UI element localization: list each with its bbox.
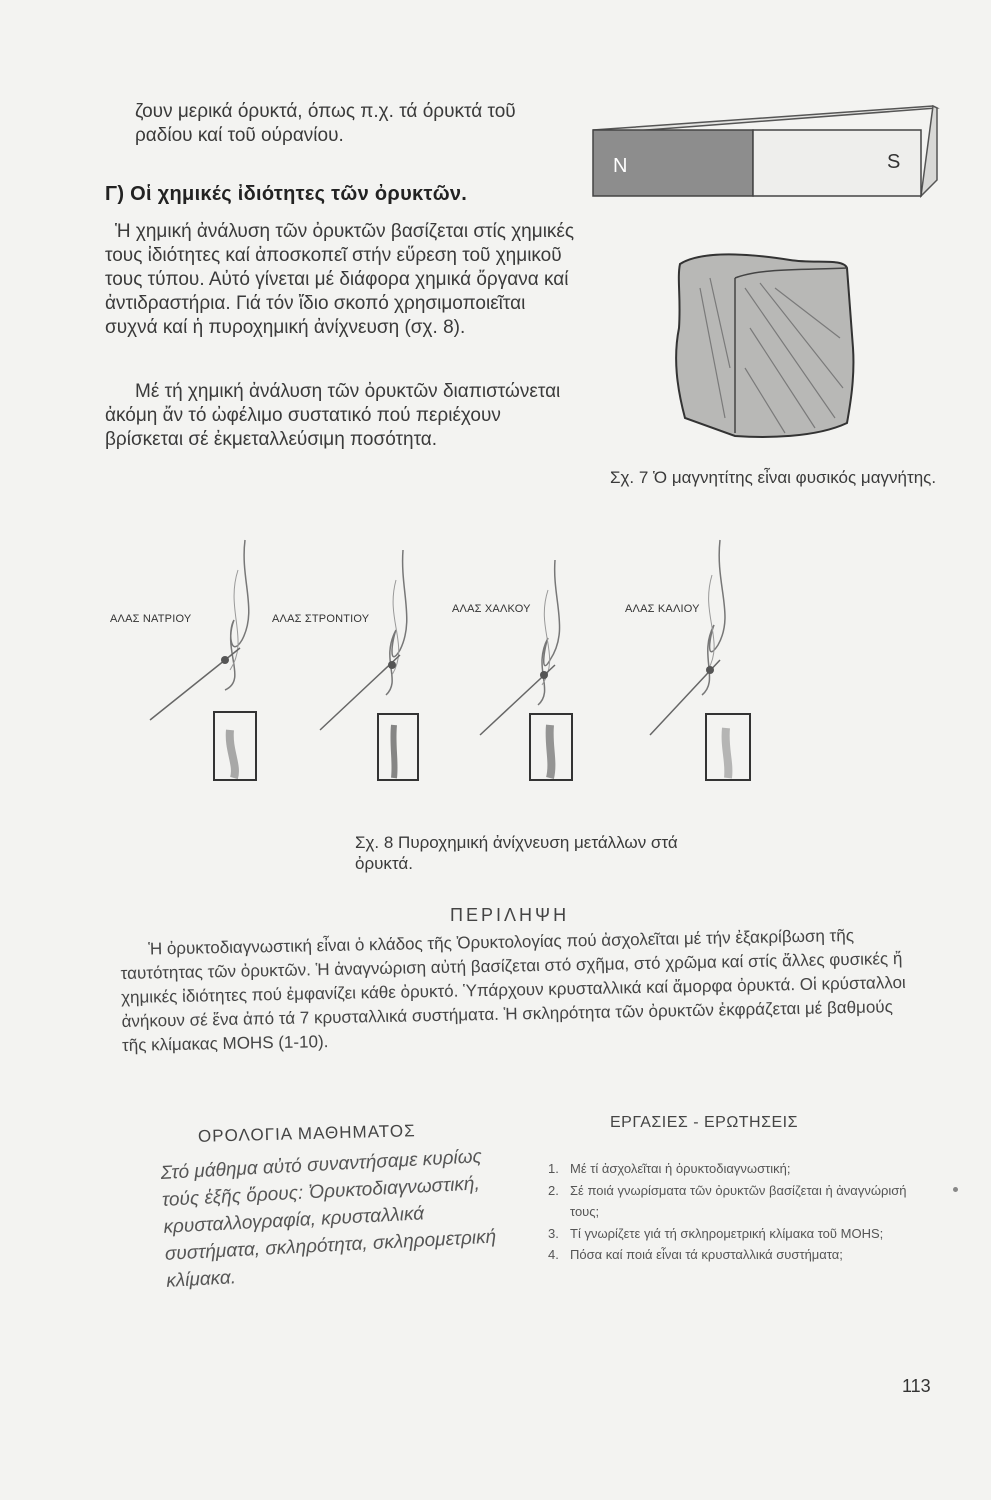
terminology-title: ΟΡΟΛΟΓΙΑ ΜΑΘΗΜΑΤΟΣ [197, 1121, 416, 1146]
exercises-title: ΕΡΓΑΣΙΕΣ - ΕΡΩΤΗΣΕΙΣ [610, 1114, 799, 1131]
flame-label-strontium: ΑΛΑΣ ΣΤΡΟΝΤΙΟΥ [272, 613, 370, 625]
section-heading: Γ) Οἱ χημικές ἰδιότητες τῶν ὀρυκτῶν. [105, 183, 468, 205]
exercise-text: Πόσα καί ποιά εἶναι τά κρυσταλλικά συστήματα; [570, 1247, 843, 1262]
exercise-number: 1. [548, 1161, 559, 1176]
flame-label-copper: ΑΛΑΣ ΧΑΛΚΟΥ [452, 603, 531, 615]
figure-7-caption: Σχ. 7 Ὁ μαγνητίτης εἶναι φυσικός μαγνήτης. [610, 468, 937, 487]
flame-label-sodium: ΑΛΑΣ ΝΑΤΡΙΟΥ [110, 613, 192, 625]
page-number: 113 [902, 1376, 931, 1396]
summary-title: ΠΕΡΙΛΗΨΗ [450, 905, 570, 925]
exercise-number: 3. [548, 1225, 559, 1241]
flame-test-potassium [650, 540, 750, 780]
figure-7-illustration [585, 88, 945, 458]
margin-dot [953, 1187, 958, 1192]
exercise-item [548, 1244, 923, 1266]
intro-text: ζουν μερικά όρυκτά, όπως π.χ. τά όρυκτά τοῦ ραδίου καί τοῦ ούρανίου. [135, 101, 516, 146]
flame-test-sodium [150, 540, 256, 780]
magnet-pole-s: S [887, 151, 901, 173]
bar-magnet [593, 106, 937, 196]
flame-label-potassium: ΑΛΑΣ ΚΑΛΙΟΥ [625, 603, 700, 615]
figure-8-caption: Σχ. 8 Πυροχημική ἀνίχνευση μετάλλων στά ὀρυκτά. [355, 833, 678, 873]
summary-text: Ἡ ὀρυκτοδιαγνωστική εἶναι ὁ κλάδος τῆς Ὀρυκτολογίας πού ἀσχολεῖται μέ τήν ἐξακρίβωση τῆς ταυτότητας τῶν ὀρυκτῶν. Ἡ ἀναγνώριση αὐτή βασίζεται στό σχῆμα, στό χρῶμα καί στίς ἄλλες φυσικές ἤ χημικές ἰδιότητες πού ἐμφανίζει κάθε ὀρυκτό. Ὑπάρχουν κρυσταλλικά καί ἄμορφα ὀρυκτά. Οἱ κρύσταλλοι ἀνήκουν σέ ἕνα ἀπό τά 7 κρυσταλλικά συστήματα. Ἡ σκληρότητα τῶν ὀρυκτῶν ἐκφράζεται μέ βαθμούς τῆς κλίμακας MOHS (1-10). [120, 925, 906, 1055]
magnetite-rock [676, 254, 853, 436]
exercise-text: Τί γνωρίζετε γιά τή σκληρομετρική κλίμακα τοῦ MOHS; [570, 1225, 884, 1241]
exercises-list [548, 1158, 923, 1266]
terminology-text: Στό μάθημα αὐτό συναντήσαμε κυρίως τούς ἑξῆς ὅρους: Ὀρυκτοδιαγνωστική, κρυσταλλογραφία, κρυσταλλικά συστήματα, σκληρότητα, σκληρομετρική κλίμακα. [160, 1146, 497, 1292]
exercise-item [548, 1223, 923, 1245]
body-paragraph-1: Ἡ χημική ἀνάλυση τῶν ὀρυκτῶν βασίζεται στίς χημικές τους ἰδιότητες καί ἀποσκοπεῖ στήν εὕρεση τοῦ χημικοῦ τους τύπου. Αὐτό γίνεται μέ διάφορα χημικά ὄργανα καί ἀντιδραστήρια. Γιά τόν ἴδιο σκοπό χρησιμοποιεῖται συχνά καί ἡ πυροχημική ἀνίχνευση (σχ. 8). [105, 221, 575, 338]
flame-test-copper [480, 560, 572, 780]
body-paragraph-2: Μέ τή χημική ἀνάλυση τῶν ὀρυκτῶν διαπιστώνεται ἀκόμη ἄν τό ὠφέλιμο συστατικό πού περιέχουν βρίσκεται σέ ἐκμεταλλεύσιμη ποσότητα. [105, 381, 561, 450]
exercise-number: 4. [548, 1247, 559, 1262]
exercise-number: 2. [548, 1182, 559, 1198]
exercise-text: Μέ τί ἀσχολεῖται ἡ ὀρυκτοδιαγνωστική; [570, 1161, 791, 1176]
exercise-item [548, 1158, 923, 1180]
exercise-item [548, 1180, 923, 1223]
exercise-text: Σέ ποιά γνωρίσματα τῶν ὀρυκτῶν βασίζεται ἡ ἀναγνώρισή τους; [570, 1182, 907, 1219]
flame-test-strontium [320, 550, 418, 780]
magnet-pole-n: N [613, 155, 628, 177]
flame-test-illustration [130, 530, 770, 790]
